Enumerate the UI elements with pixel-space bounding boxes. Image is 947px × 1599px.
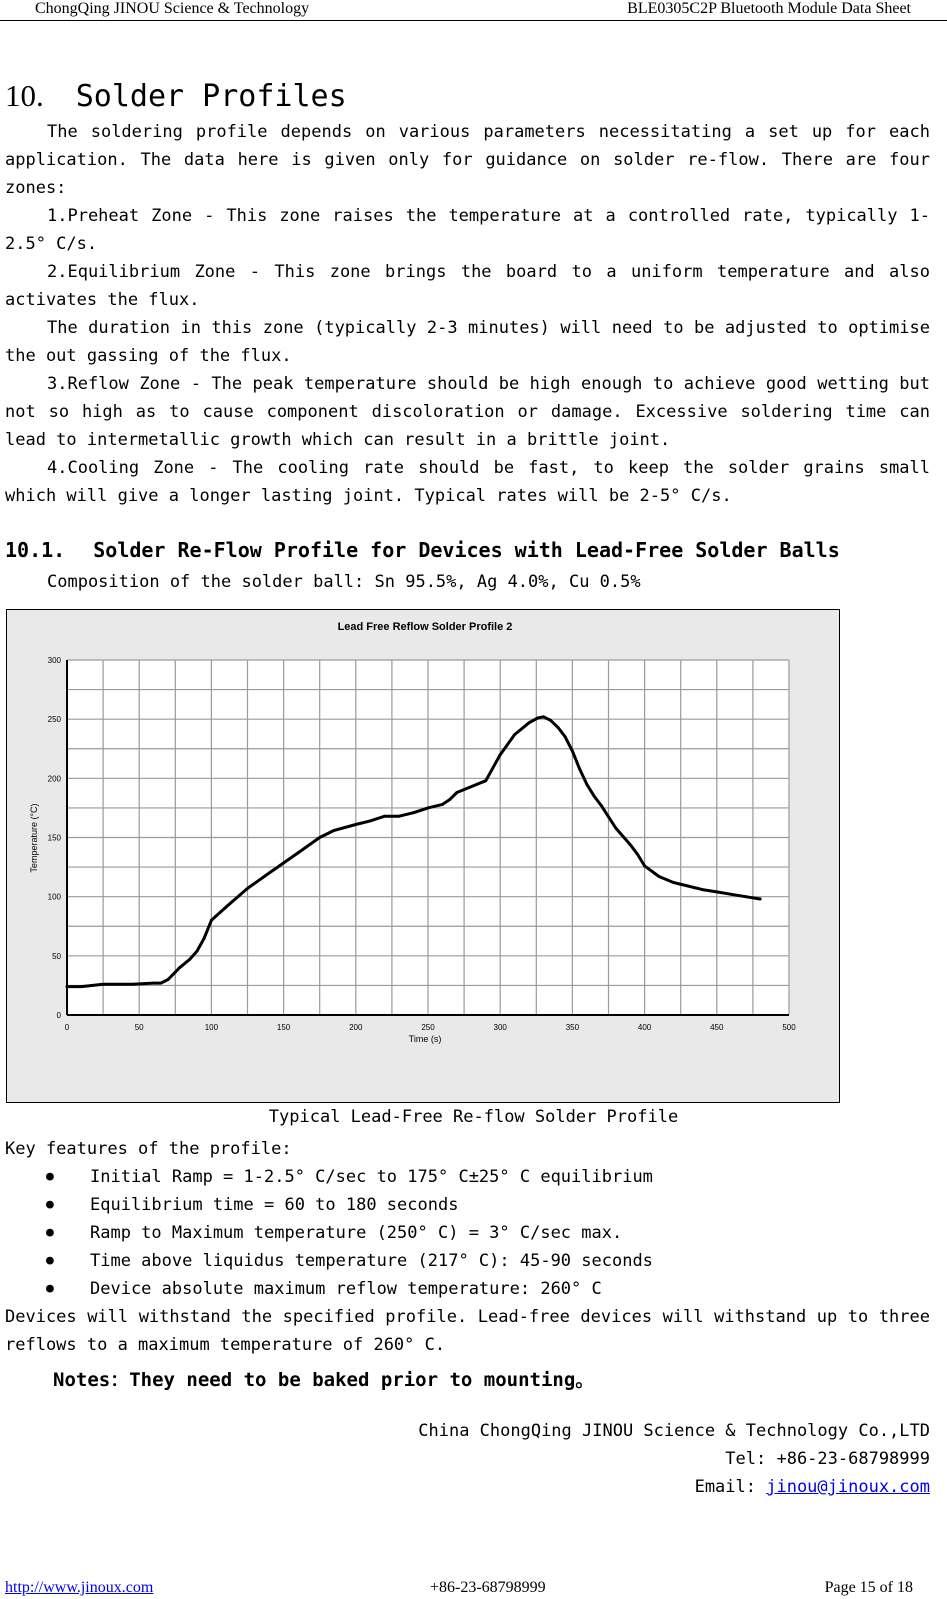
data-point [542, 715, 545, 718]
data-point [715, 891, 718, 894]
data-point [398, 815, 401, 818]
data-point [658, 875, 661, 878]
footer-phone: +86-23-68798999 [430, 1579, 546, 1596]
intro-paragraph: The soldering profile depends on various parameters necessitating a set up for each application. The data here is given only for guidance on solder re-flow. There are four zones: [5, 122, 930, 198]
x-tick-label: 350 [565, 1023, 580, 1032]
data-point [600, 804, 603, 807]
data-point [224, 906, 227, 909]
data-point [131, 983, 134, 986]
notes-text: Notes：They need to be baked prior to mounting。 [53, 1369, 595, 1391]
list-item: Time above liquidus temperature (217° C): 45-90 seconds [90, 1251, 653, 1271]
x-tick-label: 250 [421, 1023, 435, 1032]
figure-caption: Typical Lead-Free Re-flow Solder Profile [268, 1107, 679, 1127]
email-link[interactable]: jinou@jinoux.com [766, 1477, 930, 1497]
section-heading [5, 78, 347, 114]
data-point [564, 736, 567, 739]
x-tick-label: 200 [349, 1023, 363, 1032]
x-axis-label: Time (s) [408, 1034, 442, 1044]
data-point [448, 798, 451, 801]
data-point [210, 919, 213, 922]
data-point [636, 853, 639, 856]
data-point [333, 829, 336, 832]
zone2-duration-paragraph: The duration in this zone (typically 2-3 minutes) will need to be adjusted to optimise the out gassing of the flux. [5, 318, 930, 366]
reflow-chart [6, 609, 840, 1103]
data-point [614, 827, 617, 830]
closing-paragraph: Devices will withstand the specified profile. Lead-free devices will withstand up to three reflows to a maximum temperature of 260° C. [5, 1307, 930, 1355]
y-tick-label: 0 [56, 1011, 61, 1020]
y-tick-label: 200 [47, 774, 61, 784]
data-point [536, 717, 539, 720]
data-point [102, 983, 105, 986]
data-point [549, 719, 552, 722]
x-tick-label: 450 [710, 1023, 724, 1032]
x-tick-label: 100 [204, 1023, 219, 1032]
x-tick-label: 300 [493, 1023, 507, 1032]
data-point [585, 783, 588, 786]
key-features-heading: Key features of the profile: [5, 1139, 292, 1159]
bullet-icon: ● [46, 1253, 54, 1268]
zone4-paragraph: 4.Cooling Zone - The cooling rate should be fast, to keep the solder grains small which will give a longer lasting joint. Typical rates will be 2-5° C/s. [5, 458, 930, 506]
subsection-heading [5, 538, 840, 562]
y-tick-label: 150 [47, 833, 61, 843]
data-point [759, 898, 762, 901]
data-point [687, 885, 690, 888]
y-tick-labels [48, 656, 62, 1020]
list-item: Initial Ramp = 1-2.5° C/sec to 175° C±25° C equilibrium [90, 1167, 653, 1187]
subsection-number: 10.1. [5, 538, 66, 562]
data-point [196, 950, 199, 953]
subsection-title: Solder Re-Flow Profile for Devices with Lead-Free Solder Balls [93, 538, 840, 562]
data-point [152, 982, 155, 985]
data-point [354, 823, 357, 826]
data-point [629, 843, 632, 846]
data-point [159, 982, 162, 985]
data-point [672, 881, 675, 884]
data-point [412, 811, 415, 814]
data-point [744, 895, 747, 898]
reflow-chart-svg [7, 610, 839, 1102]
data-point [643, 865, 646, 868]
data-point [484, 779, 487, 782]
header-document-title: BLE0305C2P Bluetooth Module Data Sheet [627, 0, 911, 17]
zone2-paragraph: 2.Equilibrium Zone - This zone brings the board to a uniform temperature and also activates the flux. [5, 262, 930, 310]
data-point [528, 721, 531, 724]
website-link[interactable]: http://www.jinoux.com [5, 1579, 154, 1596]
section-number: 10. [5, 78, 44, 113]
data-point [178, 966, 181, 969]
data-point [578, 767, 581, 770]
chart-title: Lead Free Reflow Solder Profile 2 [337, 621, 513, 633]
list-item: Equilibrium time = 60 to 180 seconds [90, 1195, 459, 1215]
x-tick-label: 0 [64, 1023, 70, 1032]
data-point [730, 893, 733, 896]
data-point [268, 872, 271, 875]
y-tick-label: 50 [52, 951, 61, 961]
list-item: Device absolute maximum reflow temperature: 260° C [90, 1279, 602, 1299]
data-point [167, 978, 170, 981]
page-header [0, 0, 947, 21]
data-point [441, 803, 444, 806]
grid-lines [67, 660, 789, 1015]
contact-tel: Tel: +86-23-68798999 [725, 1449, 930, 1469]
data-point [470, 785, 473, 788]
data-point [455, 791, 458, 794]
data-point [297, 851, 300, 854]
data-point [318, 836, 321, 839]
bullet-icon: ● [46, 1281, 54, 1296]
section-title: Solder Profiles [75, 79, 347, 114]
page-footer [0, 1579, 947, 1599]
data-point [383, 815, 386, 818]
page-number: Page 15 of 18 [824, 1579, 913, 1596]
x-tick-label: 500 [782, 1023, 796, 1032]
data-point [80, 985, 83, 988]
y-tick-label: 300 [47, 656, 61, 665]
x-tick-label: 150 [276, 1023, 291, 1032]
data-point [66, 985, 69, 988]
header-company: ChongQing JINOU Science & Technology [35, 0, 310, 17]
data-point [593, 795, 596, 798]
y-axis-label: Temperature (°C) [29, 803, 39, 873]
contact-email-label: Email: [694, 1477, 767, 1497]
y-tick-label: 250 [47, 715, 61, 725]
zone1-paragraph: 1.Preheat Zone - This zone raises the temperature at a controlled rate, typically 1-2.5° C/s. [5, 206, 930, 254]
y-tick-label: 100 [47, 892, 61, 902]
x-tick-label: 400 [637, 1023, 652, 1032]
contact-email [695, 1477, 930, 1497]
data-point [246, 887, 249, 890]
bullet-icon: ● [46, 1225, 54, 1240]
list-item: Ramp to Maximum temperature (250° C) = 3° C/sec max. [90, 1223, 623, 1243]
composition-text: Composition of the solder ball: Sn 95.5%, Ag 4.0%, Cu 0.5% [47, 572, 641, 592]
data-point [701, 888, 704, 891]
data-point [571, 750, 574, 753]
data-point [499, 753, 502, 756]
data-point [188, 958, 191, 961]
data-point [557, 726, 560, 729]
data-point [513, 733, 516, 736]
x-tick-labels [65, 1023, 796, 1032]
bullet-icon: ● [46, 1169, 54, 1184]
contact-company: China ChongQing JINOU Science & Technology Co.,LTD [418, 1421, 930, 1441]
x-tick-label: 50 [134, 1023, 144, 1032]
bullet-icon: ● [46, 1197, 54, 1212]
data-point [427, 807, 430, 810]
data-point [369, 820, 372, 823]
zone3-paragraph: 3.Reflow Zone - The peak temperature should be high enough to achieve good wetting but not so high as to cause component discoloration or damage. Excessive soldering time can lead to intermetallic growth which can result in a brittle joint. [5, 374, 930, 450]
data-point [203, 937, 206, 940]
